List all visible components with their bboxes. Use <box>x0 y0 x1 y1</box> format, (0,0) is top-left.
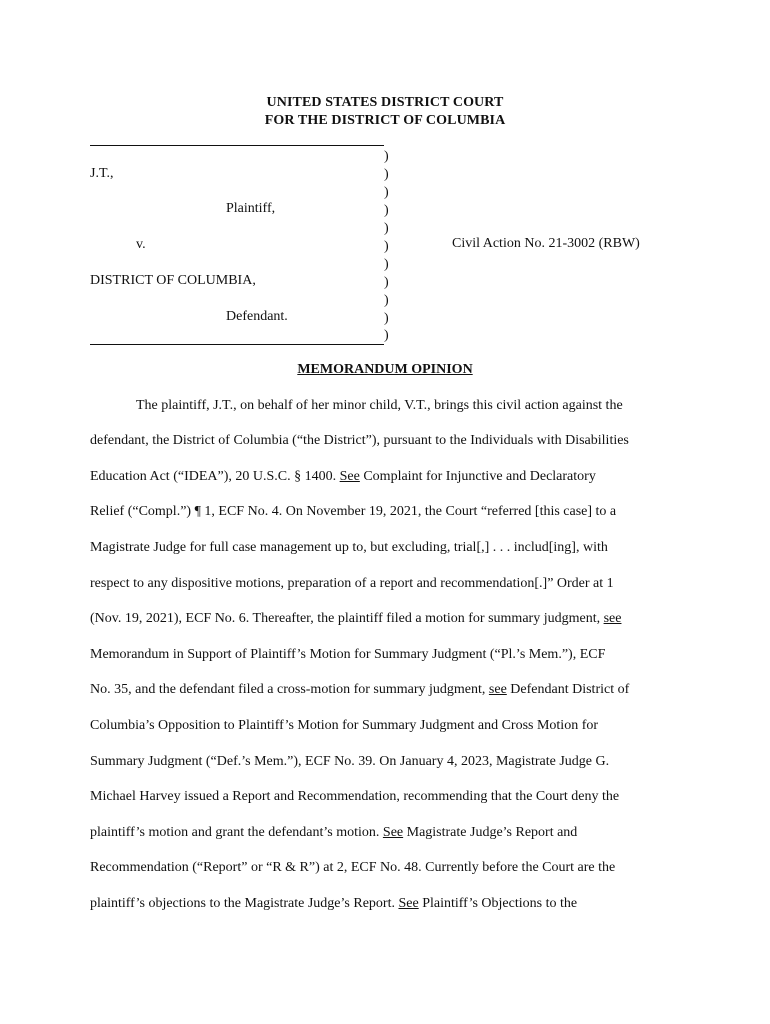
body-line: Education Act (“IDEA”), 20 U.S.C. § 1400. See Complaint for Injunctive and Declaratory <box>90 469 596 484</box>
caption-paren: ) <box>384 221 389 236</box>
body-line: Magistrate Judge for full case management up to, but excluding, trial[,] . . . includ[ing], with <box>90 540 608 555</box>
body-line: Relief (“Compl.”) ¶ 1, ECF No. 4. On November 19, 2021, the Court “referred [this case] to a <box>90 504 617 519</box>
defendant-name: DISTRICT OF COLUMBIA, <box>90 273 256 288</box>
body-line: plaintiff’s objections to the Magistrate Judge’s Report. See Plaintiff’s Objections to the <box>90 896 578 911</box>
caption-paren: ) <box>384 275 389 290</box>
caption-paren: ) <box>384 257 389 272</box>
court-district: FOR THE DISTRICT OF COLUMBIA <box>264 113 506 128</box>
body-line: No. 35, and the defendant filed a cross-motion for summary judgment, see Defendant District of <box>90 682 630 697</box>
body-line: Michael Harvey issued a Report and Recommendation, recommending that the Court deny the <box>90 789 620 804</box>
plaintiff-role: Plaintiff, <box>226 201 276 216</box>
body-line: respect to any dispositive motions, preparation of a report and recommendation[.]” Order at 1 <box>90 576 614 591</box>
caption-top-rule <box>90 145 384 146</box>
see-signal: See <box>398 896 419 911</box>
caption-paren: ) <box>384 311 389 326</box>
plaintiff-name: J.T., <box>90 166 114 181</box>
body-line: Summary Judgment (“Def.’s Mem.”), ECF No. 39. On January 4, 2023, Magistrate Judge G. <box>90 754 610 769</box>
caption-paren: ) <box>384 328 389 343</box>
defendant-role: Defendant. <box>226 309 288 324</box>
body-line: The plaintiff, J.T., on behalf of her minor child, V.T., brings this civil action against the <box>136 398 623 413</box>
body-line: plaintiff’s motion and grant the defendant’s motion. See Magistrate Judge’s Report and <box>90 825 578 840</box>
body-line: defendant, the District of Columbia (“the District”), pursuant to the Individuals with Disabilities <box>90 433 629 448</box>
body-line: Memorandum in Support of Plaintiff’s Motion for Summary Judgment (“Pl.’s Mem.”), ECF <box>90 647 606 662</box>
see-signal: See <box>382 825 404 840</box>
caption-paren: ) <box>384 293 389 308</box>
caption-paren: ) <box>384 167 389 182</box>
caption-paren: ) <box>384 149 389 164</box>
caption-paren: ) <box>384 185 389 200</box>
see-signal: See <box>339 469 360 484</box>
versus: v. <box>136 237 146 252</box>
body-line: Recommendation (“Report” or “R & R”) at 2, ECF No. 48. Currently before the Court are the <box>90 860 616 875</box>
opinion-heading: MEMORANDUM OPINION <box>297 362 473 377</box>
civil-action-number: Civil Action No. 21-3002 (RBW) <box>452 236 640 251</box>
see-signal: see <box>603 611 622 626</box>
see-signal: see <box>488 682 507 697</box>
body-line: Columbia’s Opposition to Plaintiff’s Motion for Summary Judgment and Cross Motion for <box>90 718 599 733</box>
caption-bottom-rule <box>90 344 384 345</box>
court-name: UNITED STATES DISTRICT COURT <box>266 95 504 110</box>
body-line: (Nov. 19, 2021), ECF No. 6. Thereafter, the plaintiff filed a motion for summary judgment, see <box>90 611 622 626</box>
caption-paren: ) <box>384 239 389 254</box>
caption-paren: ) <box>384 203 389 218</box>
